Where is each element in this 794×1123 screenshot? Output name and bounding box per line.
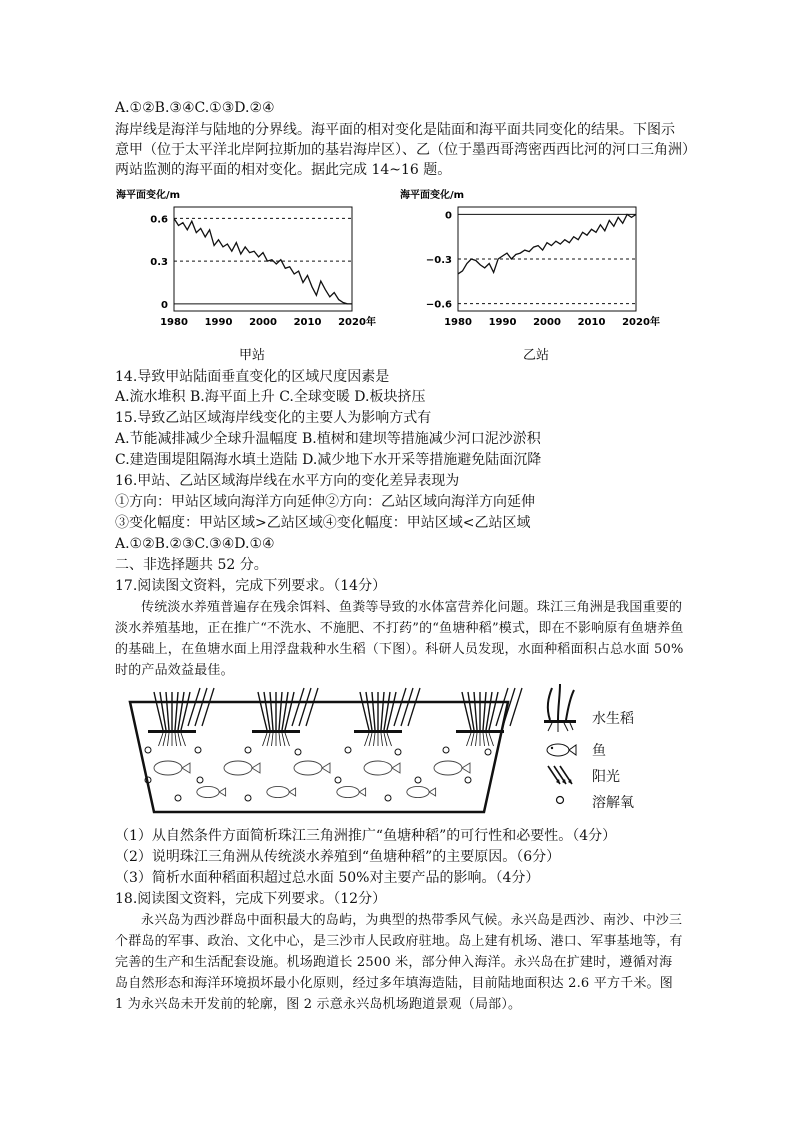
question-17-part-1: （1）从自然条件方面简析珠江三角洲推广“鱼塘种稻”的可行性和必要性。（4分） <box>115 828 617 844</box>
legend-sun-icon <box>548 766 572 784</box>
x-tick-label: 1990 <box>488 317 517 328</box>
answer-options-13: A.①②B.③④C.①③D.②④ <box>115 100 275 116</box>
chart-b-title: 乙站 <box>522 348 550 363</box>
chart-station-b <box>396 185 666 369</box>
legend-fish-icon <box>547 744 576 756</box>
legend-oxygen-icon <box>557 797 564 804</box>
question-17-material: 传统淡水养殖普遍存在残余饵料、鱼粪等导致的水体富营养化问题。珠江三角洲是我国重要的淡水养殖基地，正在推广“不洗水、不施肥、不打药”的“鱼塘种稻”模式，即在不影响原有鱼塘养鱼的基础上，在鱼塘水面上用浮盘栽种水生稻（下图）。科研人员发现，水面种稻面积占总水面 50%时的产品效益最佳。 <box>115 600 684 678</box>
chart-a-ylabel: 海平面变化/m <box>116 190 181 201</box>
x-tick-label: 2000 <box>249 317 277 328</box>
question-18-material: 永兴岛为西沙群岛中面积最大的岛屿，为典型的热带季风气候。永兴岛是西沙、南沙、中沙三个群岛的军事、政治、文化中心，是三沙市人民政府驻地。岛上建有机场、港口、军事基地等，有完善的生产和生活配套设施。机场跑道长 2500 米，部分伸入海洋。永兴岛在扩建时，遵循对海岛自然形态和海洋环境损坏最小化原则，经过多年填海造陆，目前陆地面积达 2.6 平方千米。图 1 为永兴岛未开发前的轮廓，图 2 示意永兴岛机场跑道景观（局部）。 <box>115 913 683 1012</box>
x-tick-label: 1990 <box>204 317 233 328</box>
legend-rice-label: 水生稻 <box>592 711 634 727</box>
intro-line-1: 海岸线是海洋与陆地的分界线。海平面的相对变化是陆面和海平面共同变化的结果。下图示 <box>115 122 675 138</box>
x-tick-label: 1980 <box>160 317 188 328</box>
y-tick-label: 0.6 <box>150 214 168 226</box>
question-16: 16.甲站、乙站区域海岸线在水平方向的变化差异表现为 <box>115 473 460 489</box>
question-16-options: A.①②B.②③C.③④D.①④ <box>115 536 275 552</box>
legend-rice-icon <box>544 684 576 732</box>
chart-b-svg <box>396 185 666 365</box>
intro-line-2: 意甲（位于太平洋北岸阿拉斯加的基岩海岸区）、乙（位于墨西哥湾密西西比河的河口三角洲） <box>115 142 696 158</box>
question-15: 15.导致乙站区域海岸线变化的主要人为影响方式有 <box>115 410 432 426</box>
y-tick-label: 0 <box>445 210 452 222</box>
question-18: 18.阅读图文资料，完成下列要求。（12分） <box>115 891 387 907</box>
intro-line-3: 两站监测的海平面的相对变化。据此完成 14~16 题。 <box>115 162 452 178</box>
chart-a-svg <box>112 185 382 365</box>
x-tick-label: 2010 <box>293 317 322 328</box>
section-2-heading: 二、非选择题共 52 分。 <box>115 557 268 573</box>
question-16-statement-34: ③变化幅度：甲站区域>乙站区域④变化幅度：甲站区域<乙站区域 <box>115 515 531 531</box>
x-tick-label: 2020 <box>338 317 366 328</box>
legend-sun-label: 阳光 <box>592 769 620 785</box>
chart-a-title: 甲站 <box>238 348 266 363</box>
floating-tray <box>354 730 402 733</box>
floating-tray <box>148 730 196 733</box>
chart-station-a <box>112 185 382 369</box>
y-tick-label: 0 <box>161 299 168 311</box>
question-17: 17.阅读图文资料，完成下列要求。（14分） <box>115 578 387 594</box>
x-axis-label: 年 <box>650 317 660 328</box>
question-15-options-cd: C.建造围堤阻隔海水填土造陆 D.减少地下水开采等措施避免陆面沉降 <box>115 452 542 468</box>
y-tick-label: 0.3 <box>150 257 168 269</box>
chart-b-ylabel: 海平面变化/m <box>400 190 465 201</box>
question-17-part-2: （2）说明珠江三角洲从传统淡水养殖到“鱼塘种稻”的主要原因。（6分） <box>115 849 561 865</box>
x-axis-label: 年 <box>366 317 376 328</box>
question-16-statement-12: ①方向：甲站区域向海洋方向延伸②方向：乙站区域向海洋方向延伸 <box>115 494 535 510</box>
x-tick-label: 2010 <box>577 317 606 328</box>
x-tick-label: 2020 <box>622 317 650 328</box>
question-15-options-ab: A.节能减排减少全球升温幅度 B.植树和建坝等措施减少河口泥沙淤积 <box>115 431 541 447</box>
series-line <box>458 214 636 274</box>
pond-outline <box>130 702 508 812</box>
legend-fish-label: 鱼 <box>592 743 606 759</box>
x-tick-label: 2000 <box>533 317 561 328</box>
y-tick-label: −0.6 <box>425 299 452 311</box>
x-tick-label: 1980 <box>444 317 472 328</box>
legend-oxygen-label: 溶解氧 <box>592 795 634 811</box>
sunlight-arrow <box>510 688 522 726</box>
question-17-part-3: （3）简析水面种稻面积超过总水面 50%对主要产品的影响。（4分） <box>115 870 540 886</box>
floating-tray <box>252 730 300 733</box>
question-14: 14.导致甲站陆面垂直变化的区域尺度因素是 <box>115 369 390 385</box>
y-tick-label: −0.3 <box>425 255 452 266</box>
question-14-options: A.流水堆积 B.海平面上升 C.全球变暖 D.板块挤压 <box>115 389 426 405</box>
floating-tray <box>456 730 504 733</box>
plot-frame <box>174 207 352 311</box>
